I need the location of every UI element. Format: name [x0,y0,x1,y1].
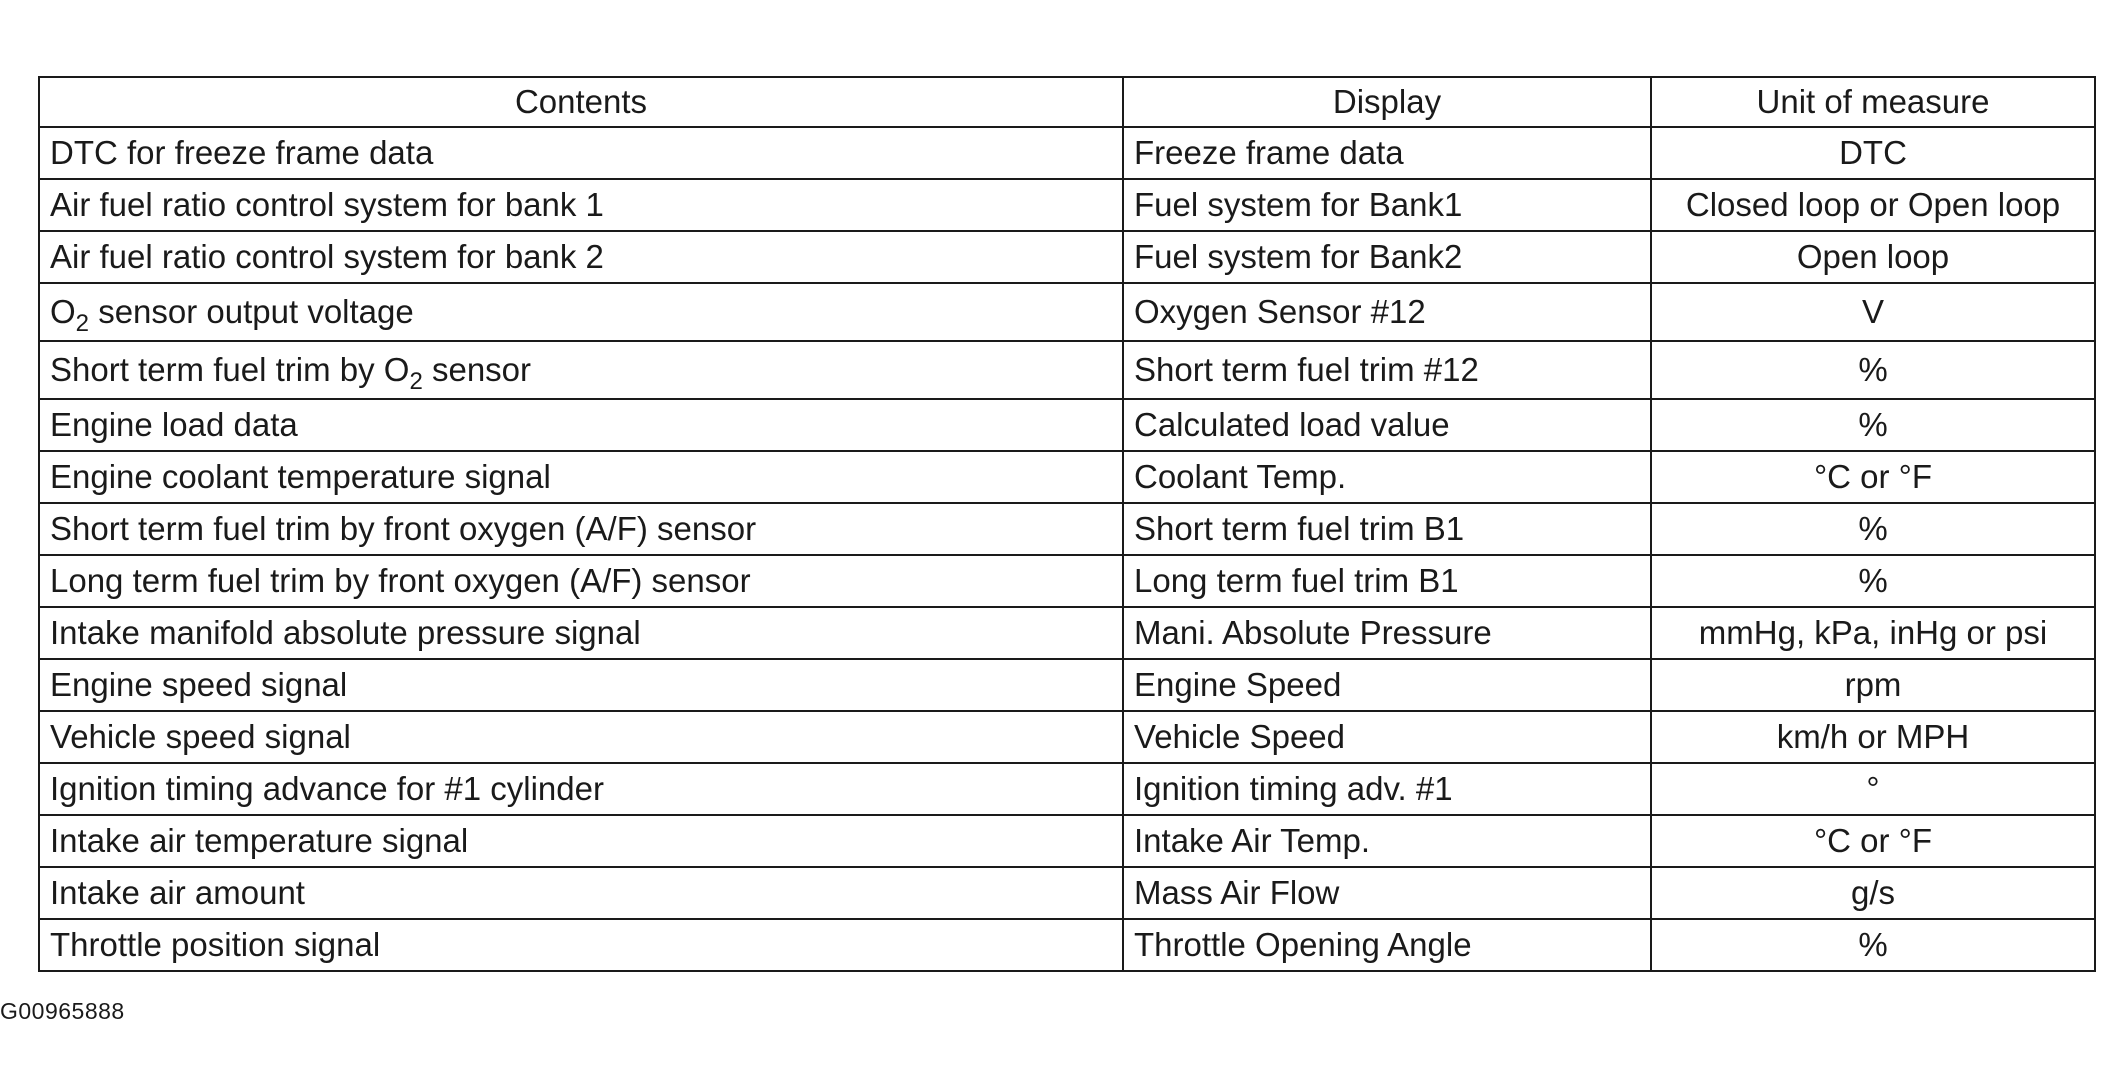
cell-contents: Short term fuel trim by front oxygen (A/F) sensor [39,503,1123,555]
freeze-frame-data-table [38,76,2096,972]
cell-contents: Intake air amount [39,867,1123,919]
cell-unit: % [1651,503,2095,555]
table-row [39,607,2095,659]
table-row [39,815,2095,867]
cell-contents: Throttle position signal [39,919,1123,971]
cell-display: Throttle Opening Angle [1123,919,1651,971]
table-row [39,399,2095,451]
cell-display: Calculated load value [1123,399,1651,451]
cell-contents-text: O [50,292,76,330]
cell-contents: Ignition timing advance for #1 cylinder [39,763,1123,815]
cell-contents: DTC for freeze frame data [39,127,1123,179]
cell-contents: Long term fuel trim by front oxygen (A/F) sensor [39,555,1123,607]
figure-id: G00965888 [0,998,125,1024]
cell-contents: Air fuel ratio control system for bank 2 [39,231,1123,283]
header-display: Display [1123,77,1651,127]
cell-contents: Engine speed signal [39,659,1123,711]
cell-unit: % [1651,399,2095,451]
table-row [39,341,2095,399]
cell-unit: Closed loop or Open loop [1651,179,2095,231]
cell-contents: Engine load data [39,399,1123,451]
cell-unit: % [1651,555,2095,607]
header-contents: Contents [39,77,1123,127]
table-row [39,127,2095,179]
cell-unit: °C or °F [1651,451,2095,503]
cell-contents-text: Short term fuel trim by O [50,350,410,388]
table-row [39,231,2095,283]
cell-contents: Intake air temperature signal [39,815,1123,867]
cell-display: Fuel system for Bank2 [1123,231,1651,283]
cell-unit: % [1651,919,2095,971]
cell-contents [39,341,1123,399]
cell-unit: DTC [1651,127,2095,179]
cell-contents-text: sensor [422,350,532,388]
table-row [39,763,2095,815]
subscript-text: 2 [409,367,423,395]
cell-unit: g/s [1651,867,2095,919]
cell-unit: rpm [1651,659,2095,711]
cell-contents: Air fuel ratio control system for bank 1 [39,179,1123,231]
cell-display: Fuel system for Bank1 [1123,179,1651,231]
cell-display: Engine Speed [1123,659,1651,711]
cell-unit: Open loop [1651,231,2095,283]
cell-unit: mmHg, kPa, inHg or psi [1651,607,2095,659]
cell-contents: Intake manifold absolute pressure signal [39,607,1123,659]
cell-unit: km/h or MPH [1651,711,2095,763]
cell-display: Mani. Absolute Pressure [1123,607,1651,659]
table-row [39,451,2095,503]
cell-display: Short term fuel trim #12 [1123,341,1651,399]
cell-display: Short term fuel trim B1 [1123,503,1651,555]
table-row [39,867,2095,919]
cell-display: Long term fuel trim B1 [1123,555,1651,607]
table-row [39,179,2095,231]
cell-unit: % [1651,341,2095,399]
subscript-text: 2 [75,309,90,337]
cell-contents [39,283,1123,341]
cell-contents: Engine coolant temperature signal [39,451,1123,503]
header-unit-of-measure: Unit of measure [1651,77,2095,127]
cell-display: Freeze frame data [1123,127,1651,179]
cell-unit: V [1651,283,2095,341]
cell-display: Ignition timing adv. #1 [1123,763,1651,815]
table-row [39,711,2095,763]
cell-display: Coolant Temp. [1123,451,1651,503]
table-row [39,283,2095,341]
cell-display: Intake Air Temp. [1123,815,1651,867]
table-row [39,659,2095,711]
table-row [39,503,2095,555]
cell-contents: Vehicle speed signal [39,711,1123,763]
cell-unit: ° [1651,763,2095,815]
cell-display: Vehicle Speed [1123,711,1651,763]
cell-contents-text: sensor output voltage [89,292,414,330]
table-row [39,555,2095,607]
cell-unit: °C or °F [1651,815,2095,867]
table-row [39,919,2095,971]
cell-display: Oxygen Sensor #12 [1123,283,1651,341]
table-header-row [39,77,2095,127]
cell-display: Mass Air Flow [1123,867,1651,919]
